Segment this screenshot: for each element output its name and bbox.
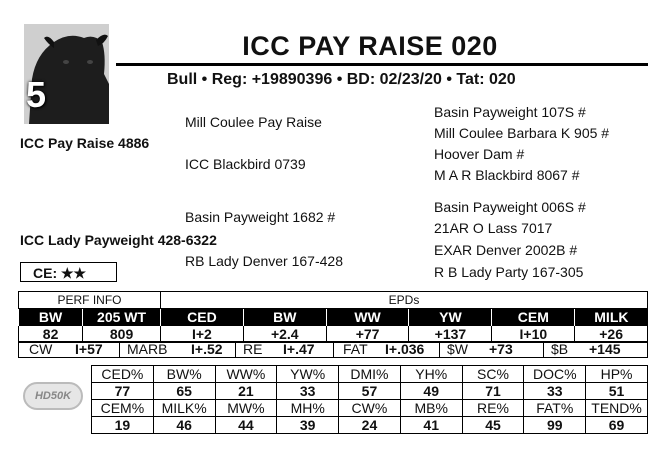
percentile-value: 71 <box>462 383 524 400</box>
percentile-header: SC% <box>462 366 524 383</box>
percentile-value: 33 <box>524 383 586 400</box>
calving-ease-rating: CE: ★★ <box>20 262 117 282</box>
percentile-value: 51 <box>586 383 648 400</box>
epd-value: +2.4 <box>243 326 326 343</box>
dam-dam-dam-name: R B Lady Party 167-305 <box>434 264 584 280</box>
index-row <box>18 341 648 358</box>
percentile-value: 57 <box>339 383 401 400</box>
percentile-header: CW% <box>339 400 401 417</box>
animal-title: ICC PAY RAISE 020 <box>242 31 498 61</box>
epd-header: BW <box>19 309 83 326</box>
epds-caption: EPDs <box>160 292 647 309</box>
percentile-header: MW% <box>215 400 277 417</box>
epd-header: CED <box>160 309 243 326</box>
percentile-value: 21 <box>215 383 277 400</box>
dam-sire-name: Basin Payweight 1682 # <box>185 209 336 225</box>
percentile-value: 69 <box>586 417 648 434</box>
sire-sire-name: Mill Coulee Pay Raise <box>185 114 322 130</box>
percentile-header: RE% <box>462 400 524 417</box>
dam-dam-sire-name: EXAR Denver 2002B # <box>434 242 578 258</box>
hd50k-logo: HD50K <box>23 382 83 410</box>
percentile-header: DOC% <box>524 366 586 383</box>
index-value: I+57 <box>75 341 103 357</box>
percentile-header: DMI% <box>339 366 401 383</box>
index-key: $W <box>447 341 468 357</box>
percentile-header: CEM% <box>92 400 154 417</box>
percentile-value: 99 <box>524 417 586 434</box>
lot-number: 5 <box>26 74 47 115</box>
epd-value: +77 <box>326 326 409 343</box>
title-divider <box>116 63 648 66</box>
dam-name: ICC Lady Payweight 428-6322 <box>20 232 217 248</box>
percentile-value: 45 <box>462 417 524 434</box>
epd-header: CEM <box>492 309 575 326</box>
sire-dam-name: ICC Blackbird 0739 <box>185 156 306 172</box>
percentile-value: 77 <box>92 383 154 400</box>
sire-dam-sire-name: Hoover Dam # <box>434 146 525 162</box>
percentile-value: 24 <box>339 417 401 434</box>
index-divider <box>543 342 544 357</box>
epd-value: 82 <box>19 326 83 343</box>
index-key: CW <box>29 341 53 357</box>
index-value: +73 <box>489 341 513 357</box>
perf-info-caption: PERF INFO <box>19 292 161 309</box>
epd-value: 809 <box>83 326 161 343</box>
percentile-header: BW% <box>153 366 215 383</box>
epd-header: 205 WT <box>83 309 161 326</box>
epd-header: BW <box>243 309 326 326</box>
percentile-header: TEND% <box>586 400 648 417</box>
percentile-value: 33 <box>277 383 339 400</box>
index-key: $B <box>551 341 569 357</box>
index-value: I+.47 <box>283 341 315 357</box>
index-key: RE <box>243 341 263 357</box>
sire-sire-dam-name: Mill Coulee Barbara K 905 # <box>434 125 610 141</box>
dam-sire-sire-name: Basin Payweight 006S # <box>434 199 586 215</box>
percentile-value: 39 <box>277 417 339 434</box>
percentile-value: 46 <box>153 417 215 434</box>
percentile-header: FAT% <box>524 400 586 417</box>
epd-value: I+2 <box>160 326 243 343</box>
percentile-header: YW% <box>277 366 339 383</box>
sire-dam-dam-name: M A R Blackbird 8067 # <box>434 167 580 183</box>
percentile-value: 49 <box>400 383 462 400</box>
index-key: FAT <box>343 341 368 357</box>
percentile-value: 65 <box>153 383 215 400</box>
epd-header: YW <box>409 309 492 326</box>
percentile-header: MH% <box>277 400 339 417</box>
percentile-value: 44 <box>215 417 277 434</box>
percentile-header: HP% <box>586 366 648 383</box>
index-value: I+.036 <box>385 341 425 357</box>
index-divider <box>439 342 440 357</box>
dam-sire-dam-name: 21AR O Lass 7017 <box>434 220 553 236</box>
index-key: MARB <box>127 341 168 357</box>
index-value: I+.52 <box>191 341 223 357</box>
epd-table <box>18 291 648 343</box>
sire-name: ICC Pay Raise 4886 <box>20 135 150 151</box>
percentile-table <box>91 365 648 434</box>
percentile-header: MB% <box>400 400 462 417</box>
percentile-header: CED% <box>92 366 154 383</box>
percentile-value: 41 <box>400 417 462 434</box>
registration-line: Bull • Reg: +19890396 • BD: 02/23/20 • Tat: 020 <box>167 71 516 88</box>
index-divider <box>333 342 334 357</box>
epd-value: I+10 <box>492 326 575 343</box>
percentile-header: YH% <box>400 366 462 383</box>
percentile-value: 19 <box>92 417 154 434</box>
epd-value: +26 <box>575 326 648 343</box>
dam-dam-name: RB Lady Denver 167-428 <box>185 253 343 269</box>
index-divider <box>235 342 236 357</box>
index-value: +145 <box>589 341 621 357</box>
epd-value: +137 <box>409 326 492 343</box>
epd-header: WW <box>326 309 409 326</box>
index-divider <box>119 342 120 357</box>
percentile-header: WW% <box>215 366 277 383</box>
percentile-header: MILK% <box>153 400 215 417</box>
sire-sire-sire-name: Basin Payweight 107S # <box>434 104 586 120</box>
epd-header: MILK <box>575 309 648 326</box>
